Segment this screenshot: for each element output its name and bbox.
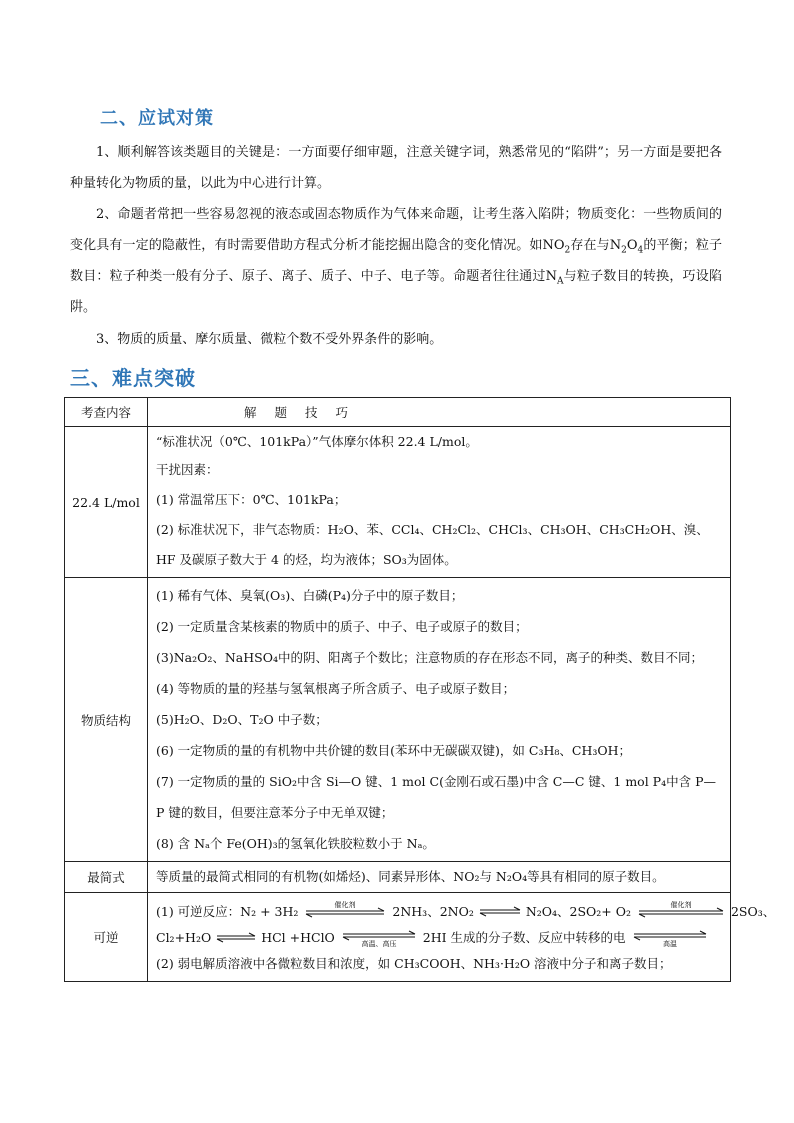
key-points-table <box>64 397 776 982</box>
p2-text-c: O <box>626 238 638 253</box>
row4-line-1 <box>156 899 776 925</box>
p2-text-a: 2、命题者常把一些容易忽视的液态或固态物质作为气体来命题，让考生落入陷阱；物质变化：一些物质间的变化具有一定的隐蔽性，有时需要借助方程式分析才能挖掘出隐含的变化情况。如NO <box>70 207 722 253</box>
row1-line-2: 干扰因素： <box>156 462 219 477</box>
arrow5-condition: 高温、高压 <box>361 939 397 948</box>
section-heading-2: 二、应试对策 <box>100 108 214 129</box>
row1-line-4: (2) 标准状况下，非气态物质：H₂O、苯、CCl₄、CH₂Cl₂、CHCl₃、CH₃OH、CH₃CH₂OH、溴、HF 及碳原子数大于 4 的烃，均为液体；SO₃为固体。 <box>156 522 709 567</box>
row4-l1b: 2NH₃、2NO₂ <box>392 904 474 919</box>
row-label-molar-volume: 22.4 L/mol <box>65 427 148 578</box>
row-label-structure: 物质结构 <box>65 578 148 862</box>
table-row <box>65 427 731 578</box>
arrow3-catalyst: 催化剂 <box>670 900 692 909</box>
row4-l1d: 2SO₃、 <box>730 904 776 919</box>
equilibrium-arrow-6 <box>630 932 710 946</box>
row4-line-3: (2) 弱电解质溶液中各微粒数目和浓度，如 CH₃COOH、NH₃·H₂O 溶液中分子和离子数目； <box>156 956 672 971</box>
paragraph-1: 1、顺利解答该类题目的关键是：一方面要仔细审题，注意关键字词，熟悉常见的“陷阱”；另一方面是要把各种量转化为物质的量，以此为中心进行计算。 <box>70 145 722 191</box>
table-header-row <box>65 398 731 427</box>
row2-line-5: (5)H₂O、D₂O、T₂O 中子数； <box>156 712 328 727</box>
p2-text-e: 与粒子数目的转换，巧设陷阱。 <box>70 269 722 315</box>
table-row <box>65 893 731 982</box>
row4-l1a: (1) 可逆反应：N₂ + 3H₂ <box>156 904 299 919</box>
paragraph-3: 3、物质的质量、摩尔质量、微粒个数不受外界条件的影响。 <box>96 332 443 347</box>
row4-l2c: 2HI 生成的分子数、反应中转移的电 <box>422 930 626 945</box>
table-row <box>65 578 731 862</box>
equilibrium-arrow-3 <box>635 900 727 920</box>
row-label-reversible: 可逆 <box>65 893 148 982</box>
header-cell-technique <box>148 398 731 427</box>
row1-line-3: (1) 常温常压下：0℃、101kPa； <box>156 492 347 507</box>
section-heading-3: 三、难点突破 <box>70 366 196 390</box>
p2-text-d: 的平衡；粒子数目：粒子种类一般有分子、原子、离子、质子、中子、电子等。命题者往往通过N <box>70 238 722 284</box>
row2-line-3: (3)Na₂O₂、NaHSO₄中的阴、阳离子个数比；注意物质的存在形态不同，离子的种类、数目不同； <box>156 650 703 665</box>
row2-line-8: (8) 含 Nₐ个 Fe(OH)₃的氢氧化铁胶粒数小于 Nₐ。 <box>156 836 435 851</box>
row1-line-1: “标准状况（0℃、101kPa）”气体摩尔体积 22.4 L/mol。 <box>156 434 478 449</box>
row2-line-1: (1) 稀有气体、臭氧(O₃)、白磷(P₄)分子中的原子数目； <box>156 588 464 603</box>
p2-text-b: 存在与N <box>570 238 622 253</box>
row4-l2b: HCl +HClO <box>261 930 335 945</box>
row-label-simplest-formula: 最简式 <box>65 862 148 893</box>
equilibrium-arrow-1 <box>302 900 388 920</box>
header-cell-content: 考查内容 <box>65 398 148 427</box>
row4-l2a: Cl₂+H₂O <box>156 930 212 945</box>
row-content-molar-volume <box>148 427 731 578</box>
row-content-structure <box>148 578 731 862</box>
arrow6-condition: 高温 <box>662 939 677 948</box>
row2-line-2: (2) 一定质量含某核素的物质中的质子、中子、电子或原子的数目； <box>156 619 528 634</box>
equilibrium-arrow-4 <box>215 932 257 946</box>
row2-line-4: (4) 等物质的量的羟基与氢氧根离子所含质子、电子或原子数目； <box>156 681 516 696</box>
equilibrium-arrow-5 <box>339 932 419 946</box>
row4-l1c: N₂O₄、2SO₂+ O₂ <box>525 904 632 919</box>
header-technique-label: 解题技巧 <box>244 405 367 420</box>
row-content-reversible <box>148 893 776 982</box>
arrow1-catalyst: 催化剂 <box>334 900 356 909</box>
row-content-simplest-formula: 等质量的最简式相同的有机物(如烯烃)、同素异形体、NO₂与 N₂O₄等具有相同的原子数目。 <box>148 862 731 893</box>
row4-line-2 <box>156 925 722 951</box>
equilibrium-arrow-2 <box>478 906 522 920</box>
table-row <box>65 862 731 893</box>
paragraph-2: 2、命题者常把一些容易忽视的液态或固态物质作为气体来命题，让考生落入陷阱；物质变化：一些物质间的变化具有一定的隐蔽性，有时需要借助方程式分析才能挖掘出隐含的变化情况。如$NO_2$存在与$N_2O_4$的平衡；粒子数目：粒子种类一般有分子、原子、离子、质子、中子、电子等。命题者往往通过$N_A$与粒子数目的转换，巧设陷阱。 <box>70 207 722 315</box>
row2-line-7: (7) 一定物质的量的 SiO₂中含 Si—O 键、1 mol C(金刚石或石墨)中含 C—C 键、1 mol P₄中含 P—P 键的数目，但要注意苯分子中无单双键； <box>156 774 716 820</box>
row2-line-6: (6) 一定物质的量的有机物中共价键的数目(苯环中无碳碳双键)，如 C₃H₈、CH₃OH； <box>156 743 632 758</box>
